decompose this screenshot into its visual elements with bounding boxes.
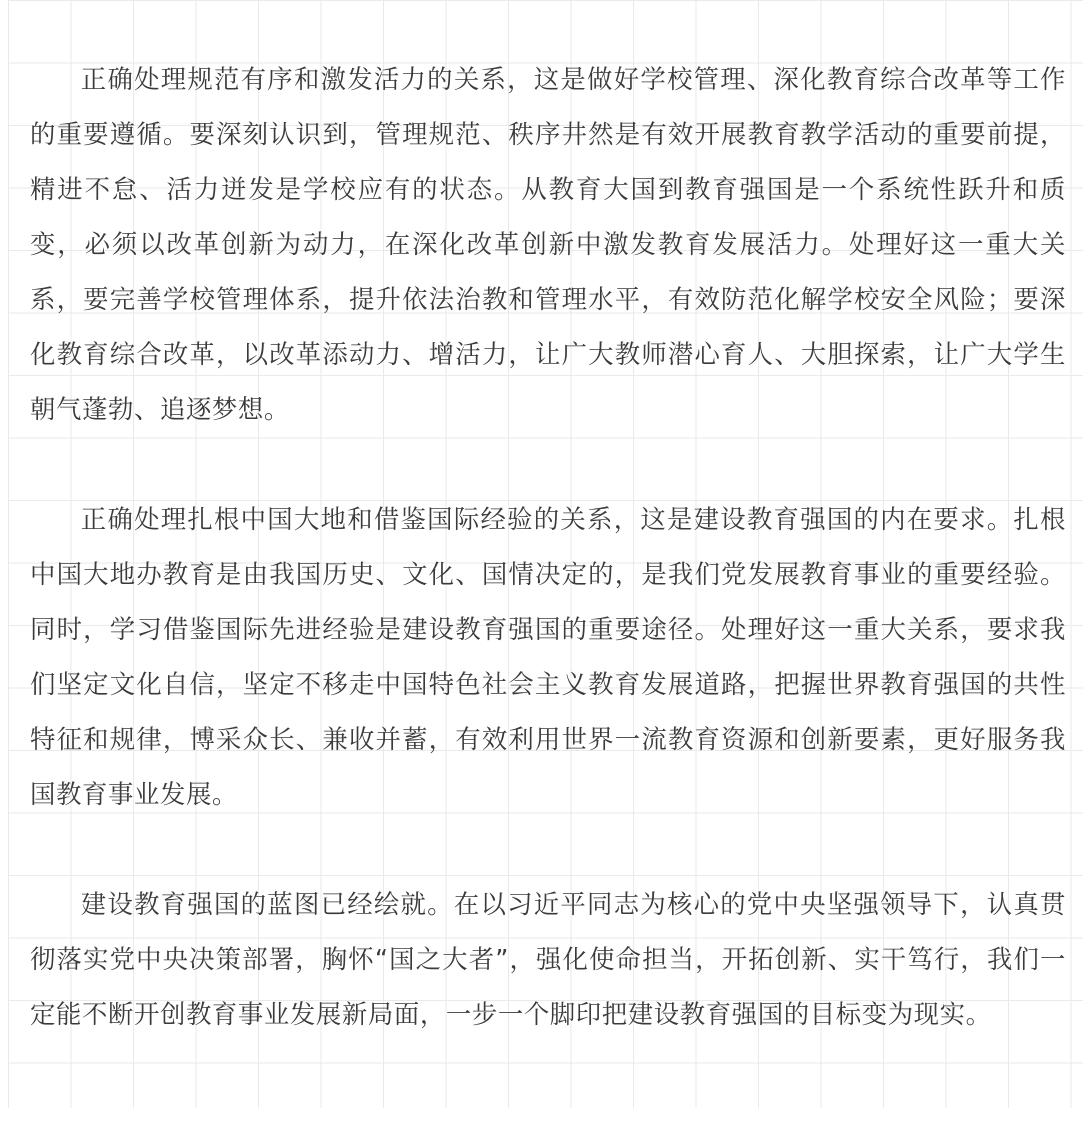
article-body [30, 52, 1066, 1042]
paragraph-2: 正确处理扎根中国大地和借鉴国际经验的关系，这是建设教育强国的内在要求。扎根中国大地办教育是由我国历史、文化、国情决定的，是我们党发展教育事业的重要经验。同时，学习借鉴国际先进经验是建设教育强国的重要途径。处理好这一重大关系，要求我们坚定文化自信，坚定不移走中国特色社会主义教育发展道路，把握世界教育强国的共性特征和规律，博采众长、兼收并蓄，有效利用世界一流教育资源和创新要素，更好服务我国教育事业发展。 [30, 504, 1066, 809]
paragraph-3: 建设教育强国的蓝图已经绘就。在以习近平同志为核心的党中央坚强领导下，认真贯彻落实党中央决策部署，胸怀“国之大者”，强化使命担当，开拓创新、实干笃行，我们一定能不断开创教育事业发展新局面，一步一个脚印把建设教育强国的目标变为现实。 [30, 889, 1066, 1029]
paragraph-1: 正确处理规范有序和激发活力的关系，这是做好学校管理、深化教育综合改革等工作的重要遵循。要深刻认识到，管理规范、秩序井然是有效开展教育教学活动的重要前提，精进不怠、活力迸发是学校应有的状态。从教育大国到教育强国是一个系统性跃升和质变，必须以改革创新为动力，在深化改革创新中激发教育发展活力。处理好这一重大关系，要完善学校管理体系，提升依法治教和管理水平，有效防范化解学校安全风险；要深化教育综合改革，以改革添动力、增活力，让广大教师潜心育人、大胆探索，让广大学生朝气蓬勃、追逐梦想。 [30, 64, 1066, 424]
